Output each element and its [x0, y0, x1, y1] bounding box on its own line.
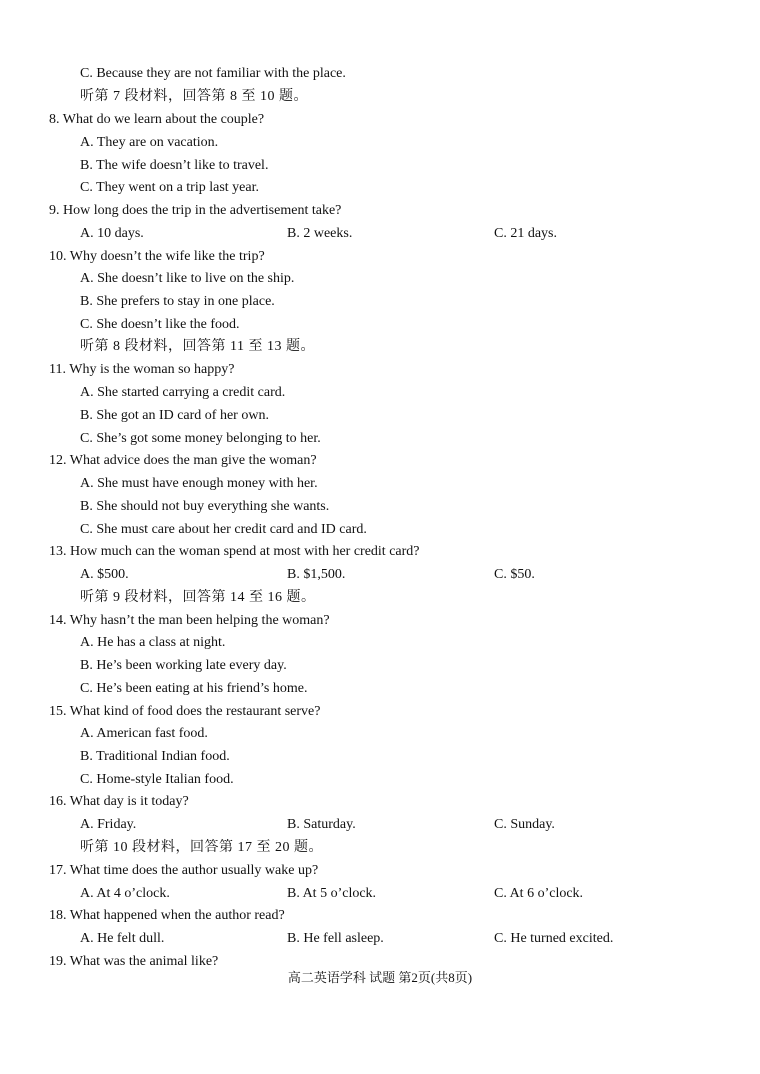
question-8-option-b: B. The wife doesn’t like to travel.: [80, 158, 269, 173]
page-footer: 高二英语学科 试题 第2页(共8页): [287, 970, 473, 985]
question-9-option-b: B. 2 weeks.: [287, 226, 353, 241]
question-10-option-c: C. She doesn’t like the food.: [80, 317, 240, 332]
section-header-7: 听第 7 段材料，回答第 8 至 10 题。: [80, 89, 308, 104]
question-17-option-b: B. At 5 o’clock.: [287, 886, 377, 901]
question-9-option-a: A. 10 days.: [80, 226, 144, 241]
question-10-option-b: B. She prefers to stay in one place.: [80, 294, 275, 309]
question-13: 13. How much can the woman spend at most with her credit card?: [49, 544, 420, 559]
question-13-option-a: A. $500.: [80, 567, 129, 582]
question-13-option-c: C. $50.: [494, 567, 535, 582]
question-16-option-a: A. Friday.: [80, 817, 137, 832]
question-15-option-b: B. Traditional Indian food.: [80, 749, 230, 764]
question-7-option-c: C. Because they are not familiar with the place.: [80, 66, 346, 81]
question-15-option-c: C. Home-style Italian food.: [80, 772, 234, 787]
question-18: 18. What happened when the author read?: [49, 908, 285, 923]
question-8-option-a: A. They are on vacation.: [80, 135, 219, 150]
question-11-option-a: A. She started carrying a credit card.: [80, 385, 286, 400]
section-header-9: 听第 9 段材料，回答第 14 至 16 题。: [80, 590, 316, 605]
question-11: 11. Why is the woman so happy?: [49, 362, 235, 377]
question-11-option-b: B. She got an ID card of her own.: [80, 408, 269, 423]
question-10-option-a: A. She doesn’t like to live on the ship.: [80, 271, 295, 286]
question-18-option-c: C. He turned excited.: [494, 931, 614, 946]
question-14-option-a: A. He has a class at night.: [80, 635, 226, 650]
question-8: 8. What do we learn about the couple?: [49, 112, 265, 127]
question-18-option-b: B. He fell asleep.: [287, 931, 384, 946]
question-15-option-a: A. American fast food.: [80, 726, 208, 741]
question-19: 19. What was the animal like?: [49, 954, 219, 969]
question-16-option-b: B. Saturday.: [287, 817, 356, 832]
question-14: 14. Why hasn’t the man been helping the woman?: [49, 613, 330, 628]
section-header-8: 听第 8 段材料，回答第 11 至 13 题。: [80, 339, 315, 354]
question-12: 12. What advice does the man give the woman?: [49, 453, 317, 468]
question-17-option-c: C. At 6 o’clock.: [494, 886, 584, 901]
question-14-option-b: B. He’s been working late every day.: [80, 658, 287, 673]
question-15: 15. What kind of food does the restaurant serve?: [49, 704, 321, 719]
question-17-option-a: A. At 4 o’clock.: [80, 886, 170, 901]
question-16-option-c: C. Sunday.: [494, 817, 555, 832]
question-9-option-c: C. 21 days.: [494, 226, 557, 241]
question-17: 17. What time does the author usually wake up?: [49, 863, 319, 878]
question-12-option-c: C. She must care about her credit card and ID card.: [80, 522, 367, 537]
question-16: 16. What day is it today?: [49, 794, 189, 809]
question-14-option-c: C. He’s been eating at his friend’s home.: [80, 681, 308, 696]
question-10: 10. Why doesn’t the wife like the trip?: [49, 249, 265, 264]
question-11-option-c: C. She’s got some money belonging to her.: [80, 431, 321, 446]
question-12-option-a: A. She must have enough money with her.: [80, 476, 318, 491]
question-18-option-a: A. He felt dull.: [80, 931, 165, 946]
question-9: 9. How long does the trip in the advertisement take?: [49, 203, 342, 218]
question-12-option-b: B. She should not buy everything she wants.: [80, 499, 330, 514]
question-8-option-c: C. They went on a trip last year.: [80, 180, 259, 195]
section-header-10: 听第 10 段材料，回答第 17 至 20 题。: [80, 840, 323, 855]
question-13-option-b: B. $1,500.: [287, 567, 346, 582]
